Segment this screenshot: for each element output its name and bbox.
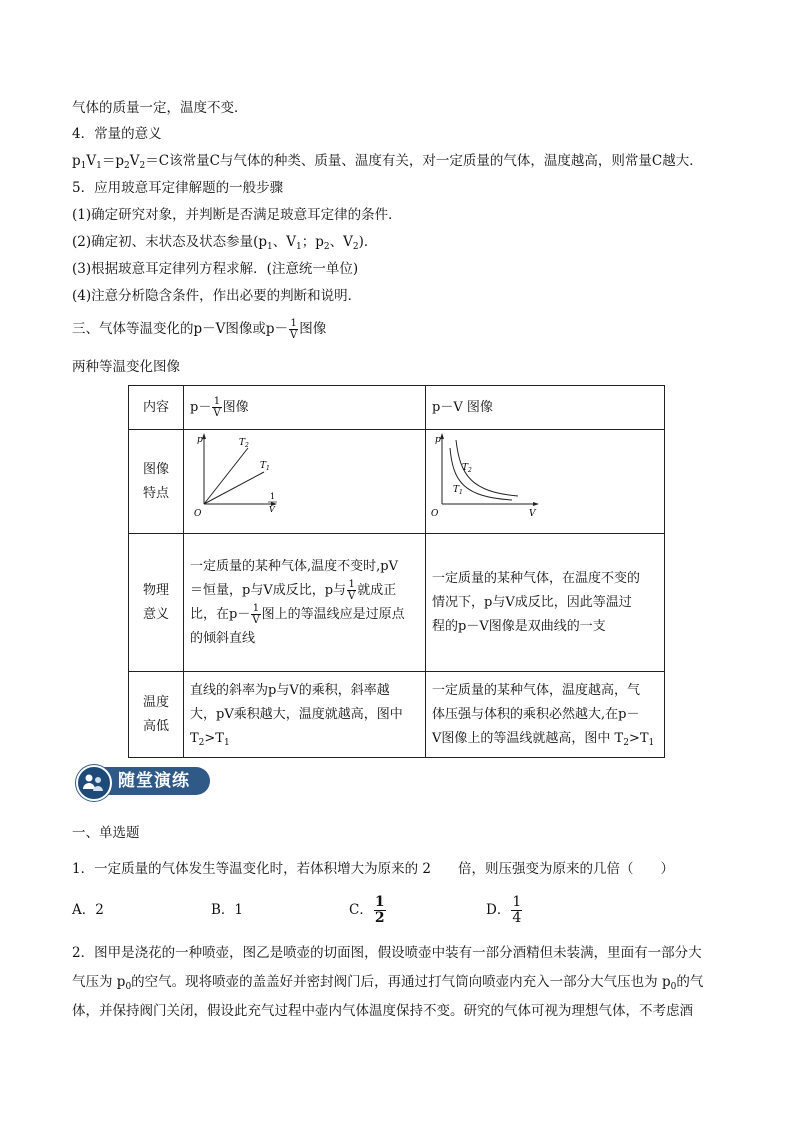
comparison-table [128,385,665,758]
graph-p-v [426,430,664,524]
question-2-line-3: 体，并保持阀门关闭，假设此充气过程中壶内气体温度保持不变。研究的气体可视为理想气体，不考虑酒 [72,1003,693,1019]
temperature-p-v: 一定质量的某种气体，温度越高，气 体压强与体积的乘积必然越大,在p－ V图像上的等温线就越高，图中 $T_2>T_1$ [426,672,665,758]
question-2-line-1: 2．图甲是浇花的一种喷壶，图乙是喷壶的切面图，假设喷壶中装有一部分酒精但未装满，里面有一部分大 [72,945,702,961]
step-4: (4)注意分析隐含条件，作出必要的判断和说明． [72,288,362,304]
svg-text:V: V [529,509,536,519]
fraction: $\frac{1}{V}$ [290,318,298,341]
svg-text:T1: $T_1$ [260,461,270,472]
physical-meaning-p-inv-v: 一定质量的某种气体,温度不变时,pV ＝恒量，p与V成反比，p与 $\frac{1}{V}$ 就成正 比，在p－ $\frac{1}{V}$ 图上的等温线应是过原点 的倾斜直线 [184,534,426,672]
section-single-choice: 一、单选题 [72,825,140,841]
svg-text:p: p [197,435,203,445]
graph-p-v-cell [426,430,665,534]
physical-meaning-p-v: 一定质量的某种气体，在温度不变的 情况下，p与V成反比，因此等温过 程的p－V图像是双曲线的一支 [426,534,665,672]
svg-text:1: 1 [270,492,276,501]
header-p-v: p－V 图像 [426,386,665,430]
question-2-line-2: 气压为 $p_0$的空气。现将喷壶的盖盖好并密封阀门后，再通过打气筒向喷壶内充入一部分大气压也为 $p_0$的气 [72,974,704,992]
heading-constant-meaning: 4．常量的意义 [72,126,162,142]
formula-line: $p_1V_1=p_2V_2=C$该常量C与气体的种类、质量、温度有关，对一定质量的气体，温度越高，则常量C越大． [72,153,703,171]
svg-text:T2: $T_2$ [462,463,472,474]
table-caption: 两种等温变化图像 [72,359,180,375]
option-a: A．2 [72,902,104,918]
graph-p-inv-v-cell [184,430,426,534]
table-row-physical-meaning [129,534,665,672]
graph-p-inv-v [184,430,425,524]
section-heading-3: 三、气体等温变化的p－V图像或p－ $\frac{1}{V}$ 图像 [72,318,327,341]
option-c: C． $\frac{1}{2}$ [349,894,385,926]
step-1: (1)确定研究对象，并判断是否满足玻意耳定律的条件． [72,207,402,223]
option-b: B．1 [211,902,244,918]
table-row-temperature [129,672,665,758]
table-header-row [129,386,665,430]
temperature-p-inv-v: 直线的斜率为p与V的乘积，斜率越 大，pV乘积越大，温度就越高，图中 $T_2>T_1$ [184,672,426,758]
isotherm-t2 [204,448,248,504]
step-2: (2)确定初、末状态及状态参量($p_1$、$V_1$；$p_2$、$V_2$)． [72,234,378,252]
label-graph-features: 图像 特点 [129,430,184,534]
table-row-graphs [129,430,665,534]
practice-banner [76,765,210,797]
option-d: D． $\frac{1}{4}$ [486,894,522,926]
heading-steps: 5．应用玻意耳定律解题的一般步骤 [72,180,284,196]
svg-text:O: O [194,509,202,519]
svg-text:T2: $T_2$ [239,438,249,449]
svg-text:V: V [269,505,275,514]
svg-text:O: O [431,509,439,519]
text-line: 气体的质量一定，温度不变． [72,100,248,116]
people-icon [76,765,112,801]
isotherm-t1 [204,472,264,504]
label-physical-meaning: 物理 意义 [129,534,184,672]
header-p-inv-v: p－ $\frac{1}{V}$ 图像 [184,386,426,430]
banner-title: 随堂演练 [118,771,190,791]
svg-text:T1: $T_1$ [453,485,463,496]
step-3: (3)根据玻意耳定律列方程求解．(注意统一单位) [72,261,359,277]
header-content: 内容 [129,386,184,430]
svg-text:p: p [435,435,441,445]
question-1: 1．一定质量的气体发生等温变化时，若体积增大为原来的 2 倍，则压强变为原来的几倍（ ） [72,861,674,877]
label-temperature: 温度 高低 [129,672,184,758]
